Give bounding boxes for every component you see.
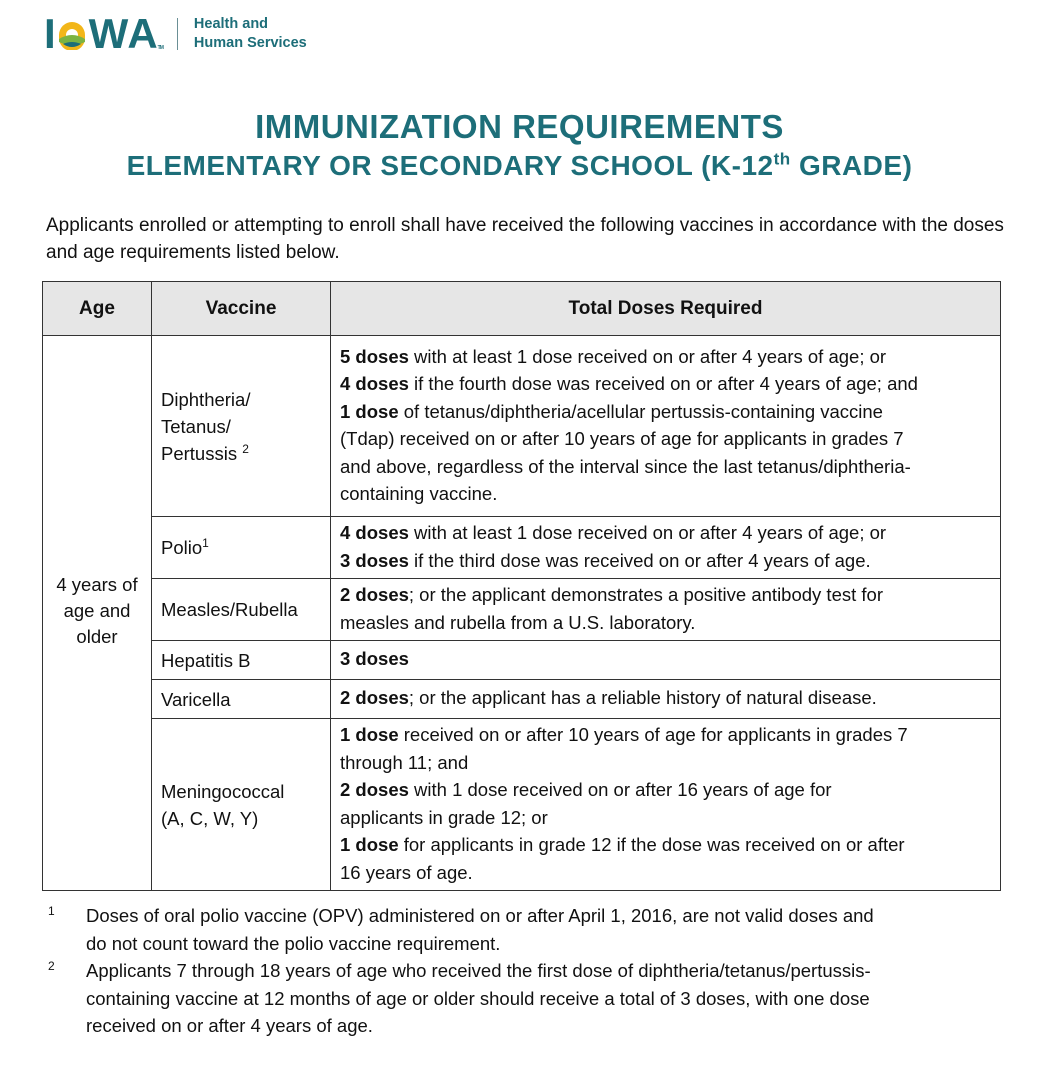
department-name bbox=[194, 15, 307, 53]
department-line-2: Human Services bbox=[193, 35, 307, 51]
dose-detail: if the third dose was received on or after 4 years of age. bbox=[408, 549, 871, 571]
doses-dtp-line-2 bbox=[340, 370, 992, 398]
vaccine-hepatitis-b: Hepatitis B bbox=[152, 641, 331, 680]
dose-count: 3 doses bbox=[340, 648, 409, 670]
header-vaccine: Vaccine bbox=[152, 282, 331, 336]
footnote-1 bbox=[46, 902, 986, 957]
doses-hepb-line-1 bbox=[340, 645, 992, 673]
dose-count: 2 doses bbox=[340, 779, 409, 800]
footnote-2-line-1: Applicants 7 through 18 years of age who received the first dose of diphtheria/tetanus/pertussis- bbox=[86, 960, 871, 981]
dose-detail: if the fourth dose was received on or after 4 years of age; and bbox=[408, 373, 918, 394]
dose-detail: with at least 1 dose received on or after 4 years of age; or bbox=[408, 522, 887, 543]
subtitle-text-a: ELEMENTARY OR SECONDARY SCHOOL (K-12 bbox=[126, 150, 774, 181]
vaccine-mening-line-2: (A, C, W, Y) bbox=[161, 807, 259, 829]
age-group-cell bbox=[43, 336, 152, 891]
table-row-varicella bbox=[43, 680, 1001, 719]
doses-meningococcal bbox=[331, 719, 1001, 891]
subtitle-text-b: GRADE) bbox=[790, 150, 913, 181]
dose-count: 3 doses bbox=[340, 549, 409, 571]
vaccine-measles-rubella: Measles/Rubella bbox=[152, 579, 331, 641]
table-row-dtp bbox=[43, 336, 1001, 517]
table-row-hepatitis-b bbox=[43, 641, 1001, 680]
vaccine-dtp-line-3-text: Pertussis bbox=[161, 442, 243, 464]
doses-mr-line-1 bbox=[340, 581, 992, 609]
vaccine-meningococcal bbox=[152, 719, 331, 891]
vaccine-dtp-line-3 bbox=[161, 440, 330, 467]
dose-count: 1 dose bbox=[340, 400, 399, 422]
age-line-1: 4 years of bbox=[56, 574, 138, 595]
header-age: Age bbox=[43, 282, 152, 336]
footnote-1-line-2: do not count toward the polio vaccine requirement. bbox=[86, 932, 501, 954]
doses-polio bbox=[331, 517, 1001, 579]
doses-mening-line-4: applicants in grade 12; or bbox=[340, 806, 548, 828]
dose-count: 2 doses bbox=[340, 687, 409, 709]
doses-dtp bbox=[331, 336, 1001, 517]
header-doses: Total Doses Required bbox=[331, 282, 1001, 336]
iowa-hhs-logo bbox=[44, 10, 307, 57]
dose-detail: ; or the applicant has a reliable history of natural disease. bbox=[408, 687, 877, 709]
doses-varicella-line-1 bbox=[340, 684, 992, 712]
dose-detail: received on or after 10 years of age for applicants in grades 7 bbox=[398, 724, 908, 745]
dose-detail: with at least 1 dose received on or after 4 years of age; or bbox=[408, 345, 887, 367]
vaccine-polio bbox=[152, 517, 331, 579]
vaccine-polio-text: Polio bbox=[161, 537, 203, 558]
doses-mening-line-5 bbox=[340, 831, 992, 859]
logo-letter-a: A bbox=[127, 10, 157, 57]
vaccine-dtp-line-1: Diphtheria/ bbox=[161, 388, 251, 410]
doses-mr-line-2: measles and rubella from a U.S. laboratory. bbox=[340, 611, 696, 633]
doses-dtp-line-1 bbox=[340, 343, 992, 371]
doses-dtp-line-3 bbox=[340, 398, 992, 426]
footnote-ref-1: 1 bbox=[202, 535, 209, 550]
table-row-polio bbox=[43, 517, 1001, 579]
doses-polio-line-2 bbox=[340, 547, 992, 575]
doses-hepatitis-b bbox=[331, 641, 1001, 680]
vaccine-mening-line-1: Meningococcal bbox=[161, 780, 285, 802]
logo-divider bbox=[177, 18, 178, 50]
footnote-2-line-2: containing vaccine at 12 months of age or older should receive a total of 3 doses, with one dose bbox=[86, 987, 870, 1009]
doses-mening-line-2: through 11; and bbox=[340, 751, 469, 773]
vaccine-dtp bbox=[152, 336, 331, 517]
dose-count: 4 doses bbox=[340, 373, 409, 394]
table-header-row bbox=[43, 282, 1001, 336]
footnote-ref-2: 2 bbox=[242, 441, 249, 456]
subtitle-superscript: th bbox=[773, 149, 791, 169]
table-row-measles-rubella bbox=[43, 579, 1001, 641]
footnote-1-line-1: Doses of oral polio vaccine (OPV) administered on or after April 1, 2016, are not valid doses and bbox=[86, 905, 874, 926]
doses-mening-line-1 bbox=[340, 721, 992, 749]
dose-detail: ; or the applicant demonstrates a positive antibody test for bbox=[408, 584, 883, 605]
sun-icon bbox=[56, 18, 88, 50]
requirements-table bbox=[42, 281, 1001, 891]
dose-detail: of tetanus/diphtheria/acellular pertussis-containing vaccine bbox=[398, 400, 883, 422]
footnote-number: 1 bbox=[48, 904, 55, 918]
dose-count: 1 dose bbox=[340, 724, 399, 745]
page-title: IMMUNIZATION REQUIREMENTS bbox=[255, 108, 784, 145]
doses-dtp-line-6: containing vaccine. bbox=[340, 483, 498, 504]
doses-mening-line-6: 16 years of age. bbox=[340, 861, 473, 883]
vaccine-dtp-line-2: Tetanus/ bbox=[161, 415, 231, 437]
age-line-3: older bbox=[76, 626, 118, 647]
page-subtitle bbox=[0, 150, 1039, 182]
intro-paragraph: Applicants enrolled or attempting to enroll shall have received the following vaccines in accordance with the doses and age requirements listed below. bbox=[46, 215, 1004, 263]
dose-detail: for applicants in grade 12 if the dose was received on or after bbox=[398, 834, 905, 855]
doses-dtp-line-4: (Tdap) received on or after 10 years of age for applicants in grades 7 bbox=[340, 428, 904, 449]
dose-count: 4 doses bbox=[340, 522, 409, 543]
logo-wordmark bbox=[44, 10, 163, 57]
logo-letter-w: W bbox=[88, 10, 128, 57]
department-line-1: Health and bbox=[193, 16, 269, 32]
footnote-2-line-3: received on or after 4 years of age. bbox=[86, 1015, 373, 1036]
doses-polio-line-1 bbox=[340, 519, 992, 547]
doses-measles-rubella bbox=[331, 579, 1001, 641]
dose-count: 2 doses bbox=[340, 584, 409, 605]
trademark-mark: TM bbox=[157, 45, 163, 51]
dose-count: 1 dose bbox=[340, 834, 399, 855]
doses-dtp-line-5: and above, regardless of the interval since the last tetanus/diphtheria- bbox=[340, 455, 911, 477]
footnotes bbox=[46, 902, 986, 1040]
dose-detail: with 1 dose received on or after 16 years of age for bbox=[408, 779, 832, 800]
logo-letter-i: I bbox=[44, 10, 55, 57]
dose-count: 5 doses bbox=[340, 345, 409, 367]
table-row-meningococcal bbox=[43, 719, 1001, 891]
doses-mening-line-3 bbox=[340, 776, 992, 804]
age-line-2: age and bbox=[63, 600, 131, 621]
footnote-2 bbox=[46, 957, 986, 1040]
doses-varicella bbox=[331, 680, 1001, 719]
vaccine-varicella: Varicella bbox=[152, 680, 331, 719]
footnote-number: 2 bbox=[48, 959, 55, 973]
